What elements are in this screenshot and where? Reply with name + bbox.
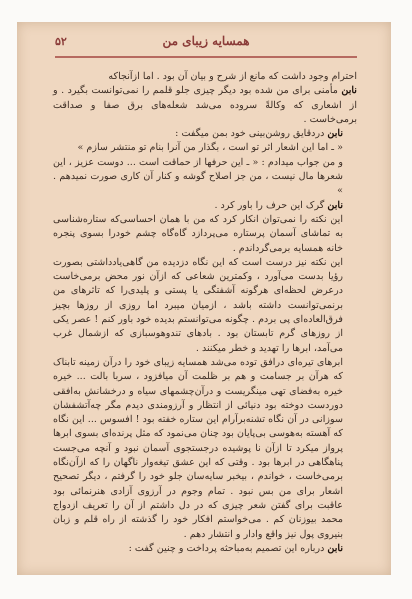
paragraph xyxy=(53,84,357,127)
paragraph-text: احترام وجود داشت که مانع از شرح و بیان آن بود . اما ازآنجاکه xyxy=(108,71,357,82)
speaker-name: نابن xyxy=(327,128,343,140)
paragraph-text: دردقایق روشن‌بینی خود بمن میگفت : xyxy=(175,128,325,140)
paragraph-text: درباره این تصمیم به‌مباحثه پرداخت و چنین گفت : xyxy=(128,542,325,554)
paragraph xyxy=(53,256,357,356)
page-header xyxy=(55,34,357,56)
page-number: ۵۲ xyxy=(55,35,67,48)
paragraph xyxy=(53,356,357,542)
book-title: همسایه زیبای من xyxy=(162,34,250,48)
speaker-name: نابن xyxy=(327,542,343,554)
paragraph-text: این نکته را نمی‌توان انکار کرد که من با همان احساسی‌که ستاره‌شناسی به تماشای آسمان پرستاره می‌پردازد گاه‌گاه چشم خودرا بسوی پنجره خانه همسایه برمی‌گرداندم . xyxy=(53,213,343,254)
paragraph xyxy=(53,127,357,141)
paragraph-text: « ـ اما این اشعار اثر تو است ، بگذار من آنرا بنام تو منتشر سازم » xyxy=(77,142,343,154)
paragraph xyxy=(53,199,357,213)
paragraph xyxy=(53,141,357,155)
paragraph-text: گرک این حرف را باور کرد . xyxy=(214,199,325,211)
paragraph-text: ابرهای تیره‌ای درافق توده می‌شد همسایه زیبای خود را درآن زمینه تابناک که هرآن بر جسامت و هم بر ظلمت آن میافزود ، سربا بالت ... خیره خیره به‌فضای تهی مینگریست و درآن‌چشمهای سیاه و درخشانش به‌افقی دوردست دوخته بود دنیائی از انتظار و آرزومندی دیدم مگر چه‌آتشفشان سوزانی در آن نگاه تشنه‌برآرام این ستاره خفته بود ! افسوس ... این نگاه که آهسته به‌هوسی بی‌پایان بود چنان می‌نمود که مثل پرنده‌ای بسوی ابرها پرواز میکرد تا ازآن نا پوشیده درجستجوی آسمان نبود و آنچه می‌جست پناهگاهی در ابرها بود . وقتی که این عشق تیغه‌وار ناگهان را که ازآن‌نگاه برمی‌خاست ، خواندم ، بیخبر سایه‌سان جلو خود را گرفتم ، دیگر تصحیح اشعار برای من بس نبود . تمام وجوم در آرزوی آزادی هنرنمائی بود عاقبت برای گفتن شعر چیزی که در دل داشتم از آن را تعریف ازدواج محمد بیوزنان کم . می‌خواستم افکار خود را گذشته از راه قلم و زبان بنیروی پول نیز واقع وادار و انتشار دهم . xyxy=(53,356,343,540)
paragraph-text: و من جواب میدادم : « ـ این حرفها از حماقت است ... دوست عزیز ، این شعرها مال نیست ، من جز اصلاح گوشه و کنار آن کاری صورت نمیدهم . » xyxy=(53,156,343,197)
paragraph xyxy=(53,70,357,84)
paragraph-text: این نکته نیز درست است که این نگاه دزدیده من گاهی‌یادداشتی بصورت رؤیا بدست می‌آورد ، وکمترین شعاعی که ازآن نور محض برمی‌خاست درعرض لحظه‌ای هرگونه آشفتگی یا پستی و پلیدی‌را که تاثرهای من برنمی‌توانست داشته باشد ، ازمیان میبرد اما روزی از روزها بچیز فرق‌العاده‌ای پی بردم . چگونه می‌توانستم بدیده خود باور کنم ! عصر یکی از روزهای گرم تابستان بود . بادهای تندوهوسبازی که ازشمال غرب می‌آمد، ابرها را تهدید و خطر میکنند . xyxy=(53,256,343,354)
paragraph-text: مأمنی برای من شده بود دیگر چیزی جلو قلمم را نمی‌توانست بگیرد . و از اشعاری که وکالةً سروده می‌شد شعله‌های برق صفا و صداقت برمی‌خاست . xyxy=(53,85,357,125)
book-page xyxy=(17,22,391,575)
speaker-name: نابن xyxy=(327,199,343,211)
body-text xyxy=(53,70,357,556)
header-divider xyxy=(55,56,357,58)
paragraph xyxy=(53,542,357,556)
speaker-name: نابن xyxy=(341,85,357,97)
paragraph xyxy=(53,213,357,256)
paragraph xyxy=(53,156,357,199)
